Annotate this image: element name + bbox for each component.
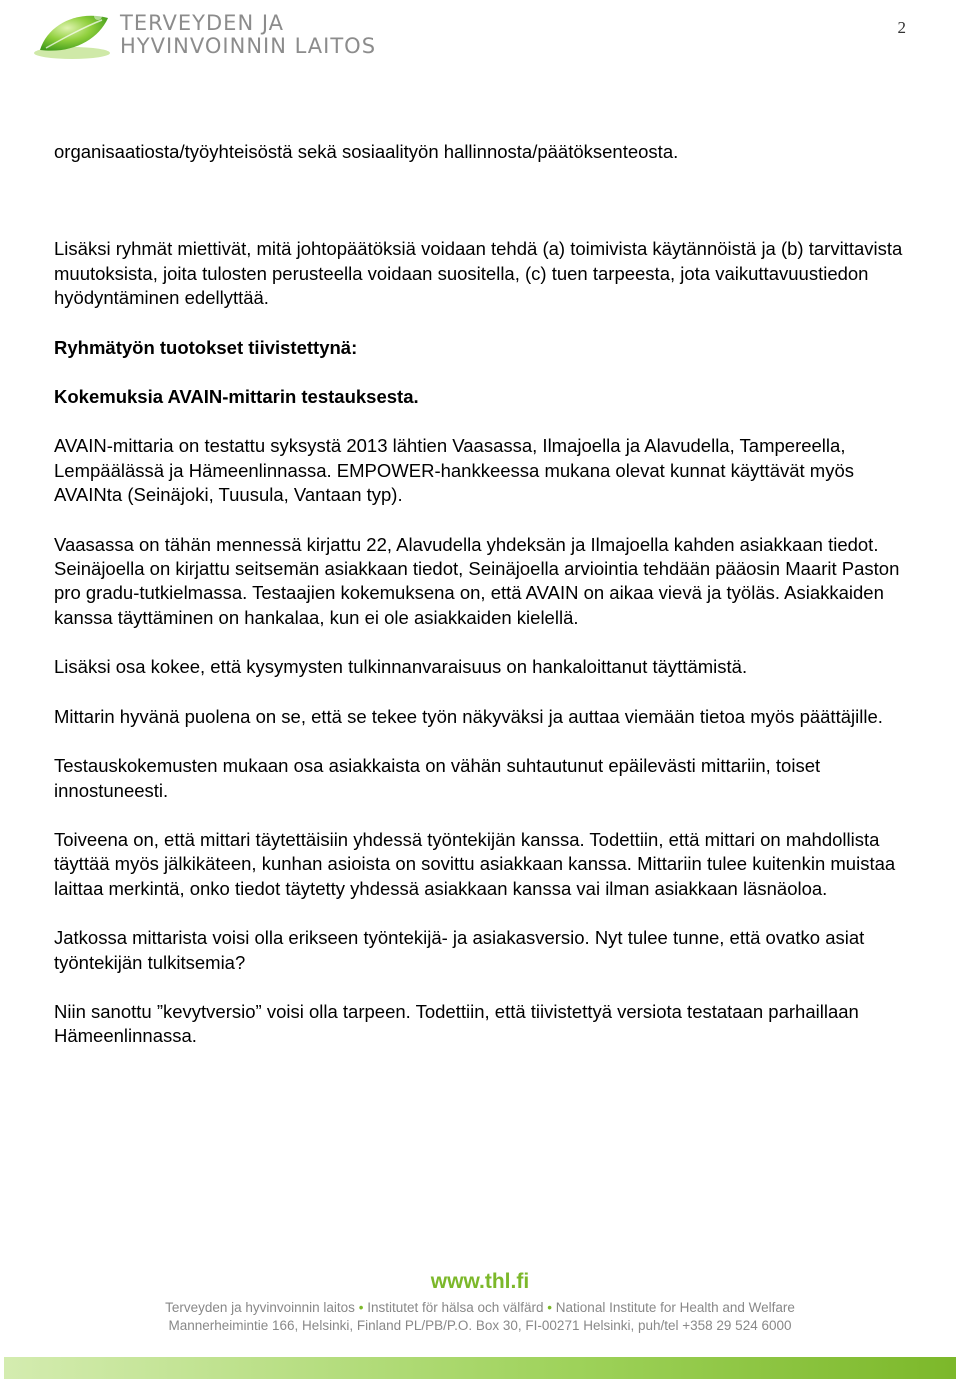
paragraph: Lisäksi ryhmät miettivät, mitä johtopäätöksiä voidaan tehdä (a) toimivista käytännöistä ja (b) tarvittavista muutoksista, joita tulosten perusteella voidaan suositella, (c) tuen tarpeesta, jota vaikuttavuustiedon hyödyntäminen edellyttää. xyxy=(54,238,903,309)
paragraph: Testauskokemusten mukaan osa asiakkaista on vähän suhtautunut epäilevästi mittariin, toiset innostuneesti. xyxy=(54,755,821,801)
leaf-logo-icon xyxy=(28,4,120,64)
logo-line-1: TERVEYDEN JA xyxy=(120,11,285,35)
footer-institution-names xyxy=(0,1300,960,1315)
footer-separator: • xyxy=(547,1300,553,1315)
logo-text xyxy=(120,12,376,58)
footer-address: Mannerheimintie 166, Helsinki, Finland PL/PB/P.O. Box 30, FI-00271 Helsinki, puh/tel +358 29 524 6000 xyxy=(168,1318,792,1333)
logo-line-2: HYVINVOINNIN LAITOS xyxy=(120,34,377,58)
footer-name-fi: Terveyden ja hyvinvoinnin laitos xyxy=(165,1300,355,1315)
paragraph: Lisäksi osa kokee, että kysymysten tulkinnanvaraisuus on hankaloittanut täyttämistä. xyxy=(54,656,748,678)
paragraph: Niin sanottu ”kevytversio” voisi olla tarpeen. Todettiin, että tiivistettyä versiota testataan parhaillaan Hämeenlinnassa. xyxy=(54,1000,859,1047)
footer-url-link[interactable]: www.thl.fi xyxy=(430,1270,530,1293)
paragraph: AVAIN-mittaria on testattu syksystä 2013 lähtien Vaasassa, Ilmajoella ja Alavudella, Tampereella, Lempäälässä ja Hämeenlinnassa. EMPOWER-hankkeessa mukana olevat kunnat käyttävät myös AVAINta (Seinäjoki, Tuusula, Vantaan typ). xyxy=(54,435,854,506)
paragraph: organisaatiosta/työyhteisöstä sekä sosiaalityön hallinnosta/päätöksenteosta. xyxy=(54,141,679,162)
footer-name-sv: Institutet för hälsa och välfärd xyxy=(367,1300,544,1315)
paragraph: Vaasassa on tähän mennessä kirjattu 22, Alavudella yhdeksän ja Ilmajoella kahden asiakkaan tiedot. Seinäjoella on kirjattu seitsemän asiakkaan tiedot, Seinäjoella arviointia tehdään pääosin Maarit Paston pro gradu-tutkielmassa. Testaajien kokemuksena on, että AVAIN on aikaa vievä ja työläs. Asiakkaiden kanssa täyttäminen on hankalaa, kun ei ole asiakkaiden kielellä. xyxy=(54,533,900,628)
thl-logo xyxy=(28,4,388,64)
section-heading: Kokemuksia AVAIN-mittarin testauksesta. xyxy=(54,386,419,408)
document-body xyxy=(54,140,914,1049)
footer-separator: • xyxy=(358,1300,364,1315)
footer-green-bar xyxy=(4,1357,956,1379)
paragraph: Jatkossa mittarista voisi olla erikseen työntekijä- ja asiakasversio. Nyt tulee tunne, että ovatko asiat työntekijän tulkitsemia? xyxy=(54,927,865,973)
section-heading: Ryhmätyön tuotokset tiivistettynä: xyxy=(54,336,358,358)
paragraph: Mittarin hyvänä puolena on se, että se tekee työn näkyväksi ja auttaa viemään tietoa myös päättäjille. xyxy=(54,705,883,727)
paragraph: Toiveena on, että mittari täytettäisiin yhdessä työntekijän kanssa. Todettiin, että mittari on mahdollista täyttää myös jälkikäteen, kunhan asioista on sovittu asiakkaan kanssa. Mittariin tulee kuitenkin muistaa laittaa merkintä, onko tiedot täytetty yhdessä asiakkaan kanssa vai ilman asiakkaan läsnäoloa. xyxy=(54,828,896,899)
footer-name-en: National Institute for Health and Welfare xyxy=(555,1300,795,1315)
page-number: 2 xyxy=(897,18,906,37)
